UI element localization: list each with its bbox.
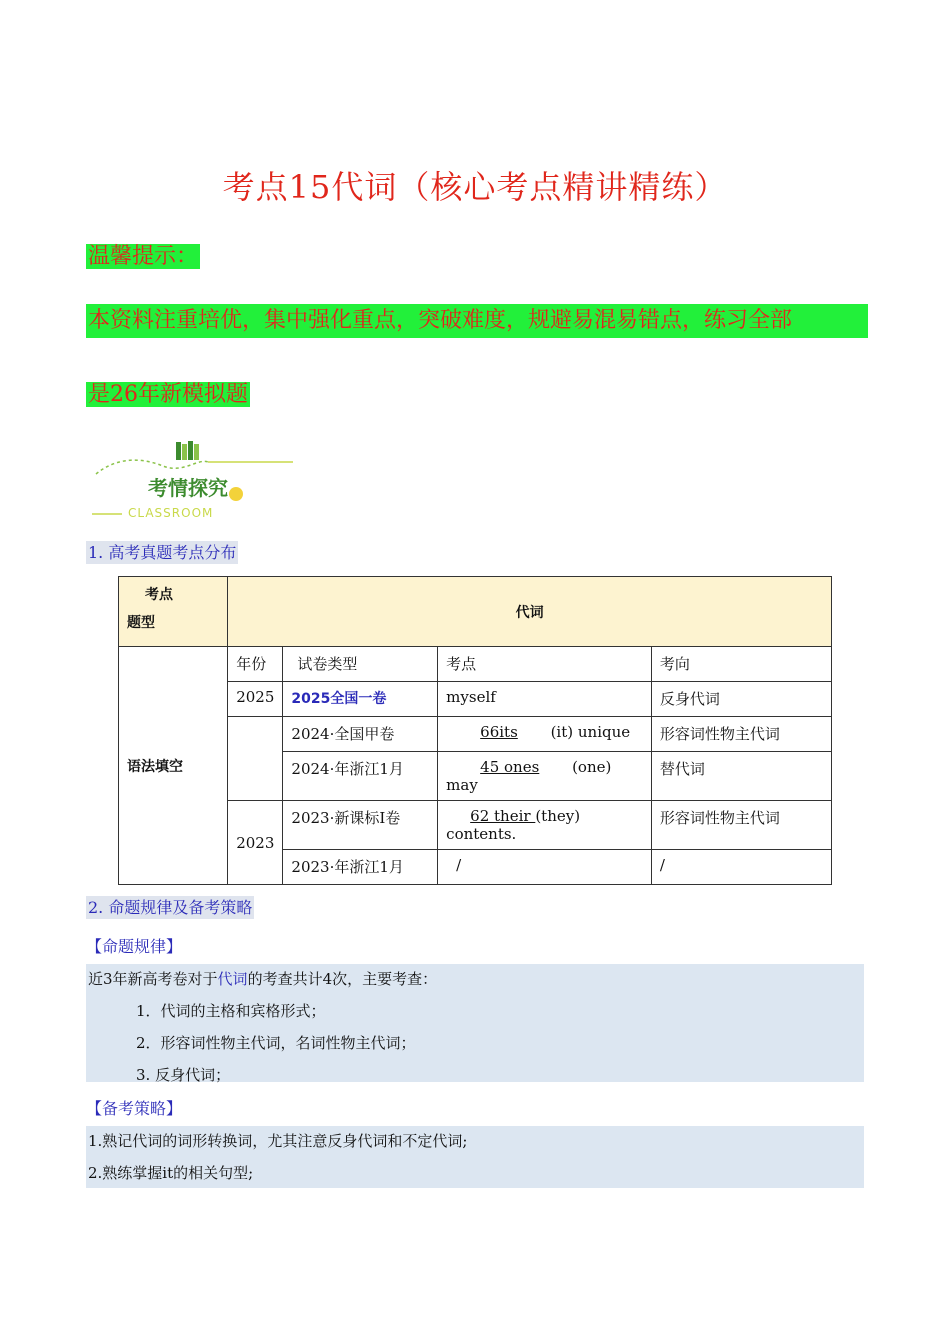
rule-item: 2．形容词性物主代词，名词性物主代词； <box>136 1034 416 1052</box>
row-paper: 2024·全国甲卷 <box>283 717 438 752</box>
tip-line-1: 本资料注重培优，集中强化重点，突破难度，规避易混易错点，练习全部 <box>86 304 868 338</box>
row-direction: / <box>651 850 831 885</box>
section-1-heading: 1. 高考真题考点分布 <box>88 543 237 562</box>
row-direction: 反身代词 <box>651 682 831 717</box>
row-point-blank: 66its <box>480 723 518 741</box>
row-point-blank: 45 ones <box>480 758 540 776</box>
tip-line-2: 是26年新模拟题 <box>88 382 248 407</box>
row-year: 2025 <box>228 682 283 717</box>
row-year: 2023 <box>228 801 283 885</box>
rule-label: 【命题规律】 <box>86 937 183 956</box>
row-point-rest: (one) may <box>446 758 612 794</box>
col-header-direction: 考向 <box>651 647 831 682</box>
col-header-point: 考点 <box>438 647 652 682</box>
rule-box <box>86 964 864 1082</box>
row-point: / <box>438 850 652 885</box>
section-2-heading: 2. 命题规律及备考策略 <box>88 898 253 917</box>
rule-intro-topic: 代词 <box>217 970 248 988</box>
category-cell: 语法填空 <box>127 758 183 775</box>
col-header-paper: 试卷类型 <box>283 647 438 682</box>
corner-bottom: 题型 <box>127 615 155 631</box>
topic-header: 代词 <box>515 604 544 621</box>
strategy-item: 1.熟记代词的词形转换词，尤其注意反身代词和不定代词; <box>88 1132 468 1150</box>
row-paper: 2024·年浙江1月 <box>283 752 438 801</box>
row-direction: 形容词性物主代词 <box>651 717 831 752</box>
logo-main-text: 考情探究 <box>148 476 228 500</box>
row-direction: 形容词性物主代词 <box>651 801 831 850</box>
exam-distribution-table <box>118 576 832 885</box>
row-paper: 2025全国一卷 <box>291 691 387 707</box>
strategy-item: 2.熟练掌握it的相关句型; <box>88 1164 254 1182</box>
row-point-rest: (it) unique <box>550 723 631 741</box>
corner-top: 考点 <box>145 587 173 603</box>
strategy-label: 【备考策略】 <box>86 1099 183 1118</box>
col-header-year: 年份 <box>228 647 283 682</box>
row-point: myself <box>438 682 652 717</box>
tip-label: 温馨提示： <box>88 244 199 269</box>
row-direction: 替代词 <box>651 752 831 801</box>
rule-item: 3. 反身代词； <box>136 1066 231 1084</box>
row-point-blank: 62 their <box>470 807 536 825</box>
row-paper: 2023·年浙江1月 <box>283 850 438 885</box>
logo-sub-text: CLASSROOM <box>128 506 214 520</box>
page-title: 考点15代词（核心考点精讲精练） <box>222 168 728 206</box>
strategy-box <box>86 1126 864 1188</box>
row-paper: 2023·新课标I卷 <box>283 801 438 850</box>
row-point-rest: (they) contents. <box>446 807 581 843</box>
rule-item: 1．代词的主格和宾格形式； <box>136 1002 326 1020</box>
rule-intro: 近3年新高考卷对于代词的考查共计4次，主要考查： <box>88 970 438 988</box>
